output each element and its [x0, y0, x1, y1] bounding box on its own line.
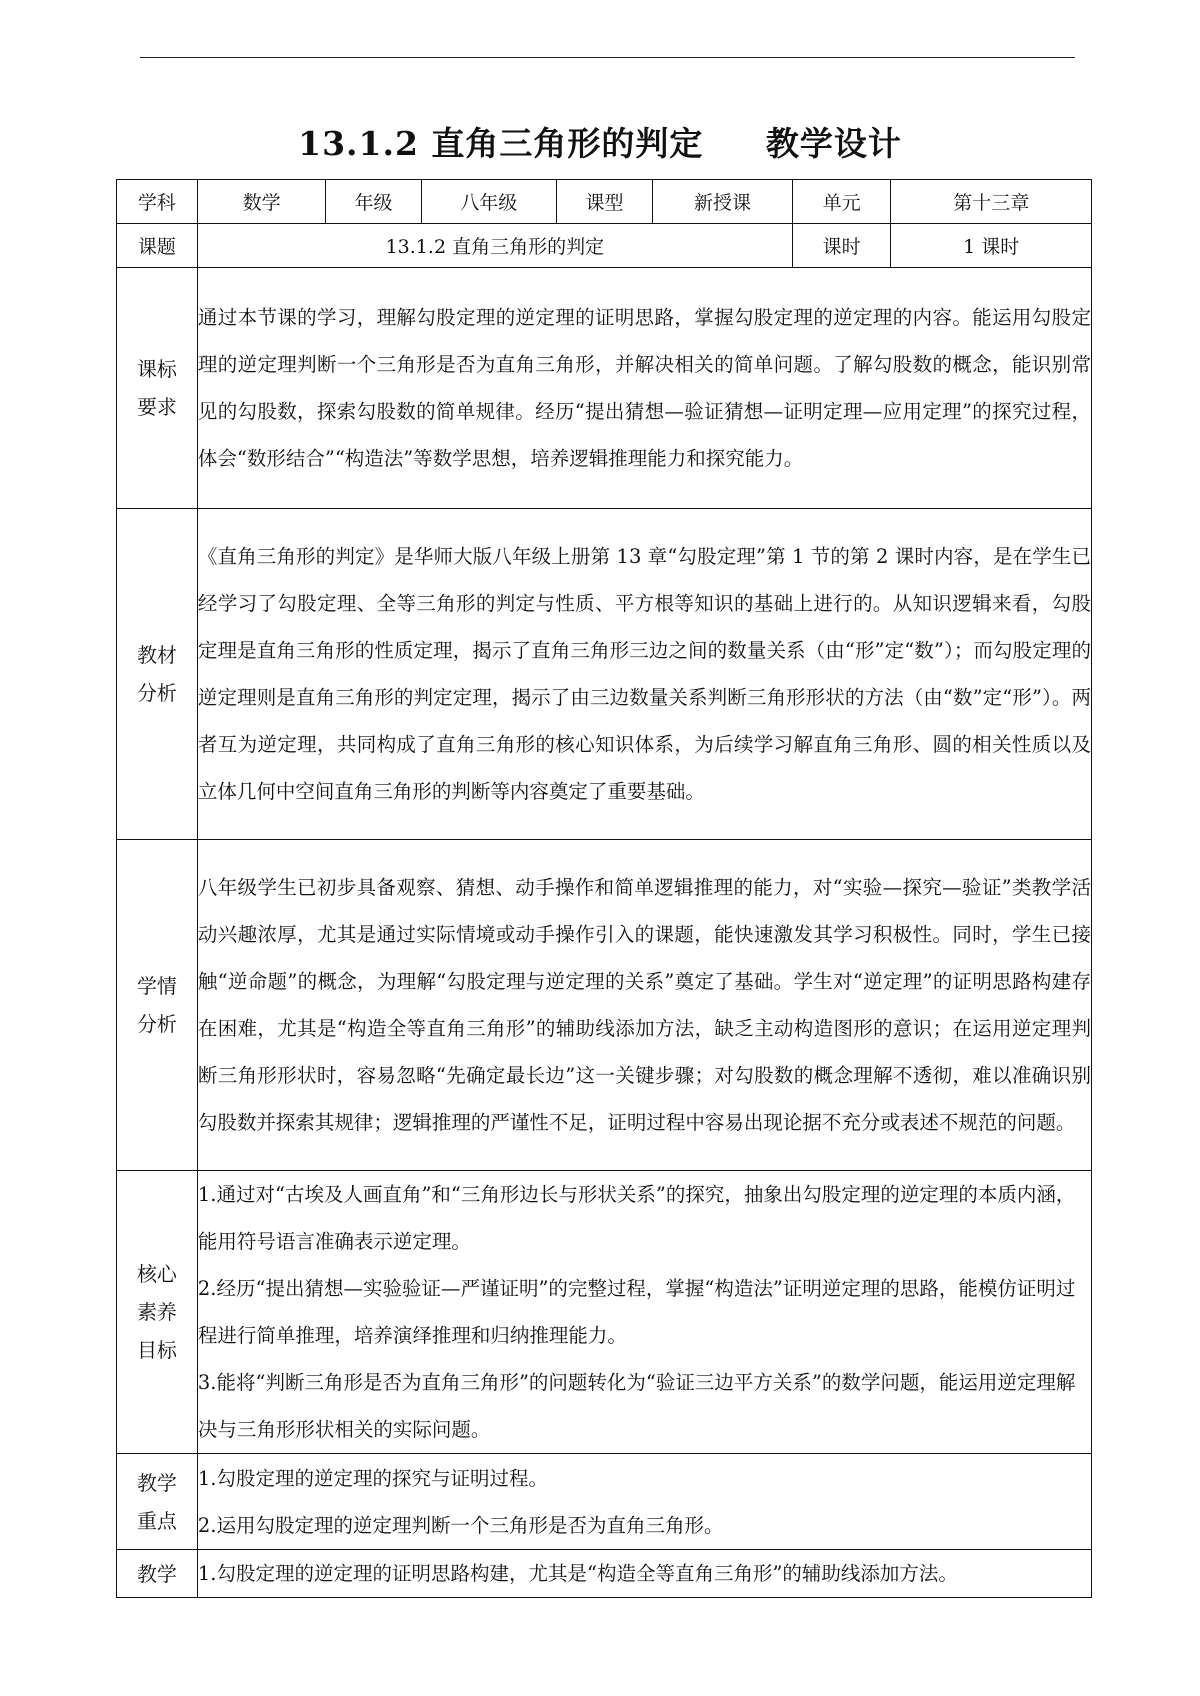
unit-label: 单元 — [792, 180, 891, 224]
subject-label: 学科 — [117, 180, 198, 224]
difficulties-list — [197, 1550, 1091, 1598]
key-point-item: 1.勾股定理的逆定理的探究与证明过程。 — [197, 1466, 548, 1490]
hours-value: 1 课时 — [891, 224, 1092, 268]
key-points-row — [117, 1454, 1092, 1550]
lesson-plan-table — [116, 179, 1092, 1598]
key-points-label: 教学 重点 — [117, 1454, 198, 1550]
key-point-item: 2.运用勾股定理的逆定理判断一个三角形是否为直角三角形。 — [197, 1513, 724, 1537]
goals-list — [197, 1171, 1091, 1454]
textbook-label: 教材 分析 — [117, 509, 198, 840]
standard-label: 课标 要求 — [117, 268, 198, 509]
lesson-type-label: 课型 — [556, 180, 652, 224]
header-rule — [140, 57, 1075, 58]
goal-item: 1.通过对“古埃及人画直角”和“三角形边长与形状关系”的探究，抽象出勾股定理的逆定理的本质内涵，能用符号语言准确表示逆定理。 — [197, 1183, 1076, 1253]
header-row — [117, 180, 1092, 224]
hours-label: 课时 — [792, 224, 891, 268]
difficulties-row — [117, 1550, 1092, 1598]
textbook-row — [117, 509, 1092, 840]
topic-label: 课题 — [117, 224, 198, 268]
topic-value: 13.1.2 直角三角形的判定 — [197, 224, 792, 268]
grade-value: 八年级 — [421, 180, 556, 224]
textbook-text: 《直角三角形的判定》是华师大版八年级上册第 13 章“勾股定理”第 1 节的第 2 课时内容，是在学生已经学习了勾股定理、全等三角形的判定与性质、平方根等知识的基础上进行的。从知识逻辑来看，勾股定理是直角三角形的性质定理，揭示了直角三角形三边之间的数量关系（由“形”定“数”）；而勾股定理的逆定理则是直角三角形的判定定理，揭示了由三边数量关系判断三角形形状的方法（由“数”定“形”）。两者互为逆定理，共同构成了直角三角形的核心知识体系，为后续学习解直角三角形、圆的相关性质以及立体几何中空间直角三角形的判断等内容奠定了重要基础。 — [197, 509, 1091, 840]
goal-item: 2.经历“提出猜想—实验验证—严谨证明”的完整过程，掌握“构造法”证明逆定理的思路，能模仿证明过程进行简单推理，培养演绎推理和归纳推理能力。 — [197, 1277, 1076, 1347]
students-text: 八年级学生已初步具备观察、猜想、动手操作和简单逻辑推理的能力，对“实验—探究—验证”类教学活动兴趣浓厚，尤其是通过实际情境或动手操作引入的课题，能快速激发其学习积极性。同时，学生已接触“逆命题”的概念，为理解“勾股定理与逆定理的关系”奠定了基础。学生对“逆定理”的证明思路构建存在困难，尤其是“构造全等直角三角形”的辅助线添加方法，缺乏主动构造图形的意识；在运用逆定理判断三角形形状时，容易忽略“先确定最长边”这一关键步骤；对勾股数的概念理解不透彻，难以准确识别勾股数并探索其规律；逻辑推理的严谨性不足，证明过程中容易出现论据不充分或表述不规范的问题。 — [197, 840, 1091, 1171]
subject-value: 数学 — [197, 180, 326, 224]
goals-row — [117, 1171, 1092, 1454]
difficulty-item: 1.勾股定理的逆定理的证明思路构建，尤其是“构造全等直角三角形”的辅助线添加方法。 — [197, 1562, 958, 1585]
key-points-list — [197, 1454, 1091, 1550]
goals-label: 核心 素养 目标 — [117, 1171, 198, 1454]
unit-value: 第十三章 — [891, 180, 1092, 224]
goal-item: 3.能将“判断三角形是否为直角三角形”的问题转化为“验证三边平方关系”的数学问题，能运用逆定理解决与三角形形状相关的实际问题。 — [197, 1371, 1076, 1441]
lesson-type-value: 新授课 — [653, 180, 793, 224]
grade-label: 年级 — [326, 180, 421, 224]
page-title: 13.1.2 直角三角形的判定 教学设计 — [298, 124, 902, 163]
difficulties-label: 教学 — [117, 1550, 198, 1598]
topic-row — [117, 224, 1092, 268]
students-row — [117, 840, 1092, 1171]
standard-row — [117, 268, 1092, 509]
students-label: 学情 分析 — [117, 840, 198, 1171]
standard-text: 通过本节课的学习，理解勾股定理的逆定理的证明思路，掌握勾股定理的逆定理的内容。能运用勾股定理的逆定理判断一个三角形是否为直角三角形，并解决相关的简单问题。了解勾股数的概念，能识别常见的勾股数，探索勾股数的简单规律。经历“提出猜想—验证猜想—证明定理—应用定理”的探究过程，体会“数形结合”“构造法”等数学思想，培养逻辑推理能力和探究能力。 — [197, 268, 1091, 509]
